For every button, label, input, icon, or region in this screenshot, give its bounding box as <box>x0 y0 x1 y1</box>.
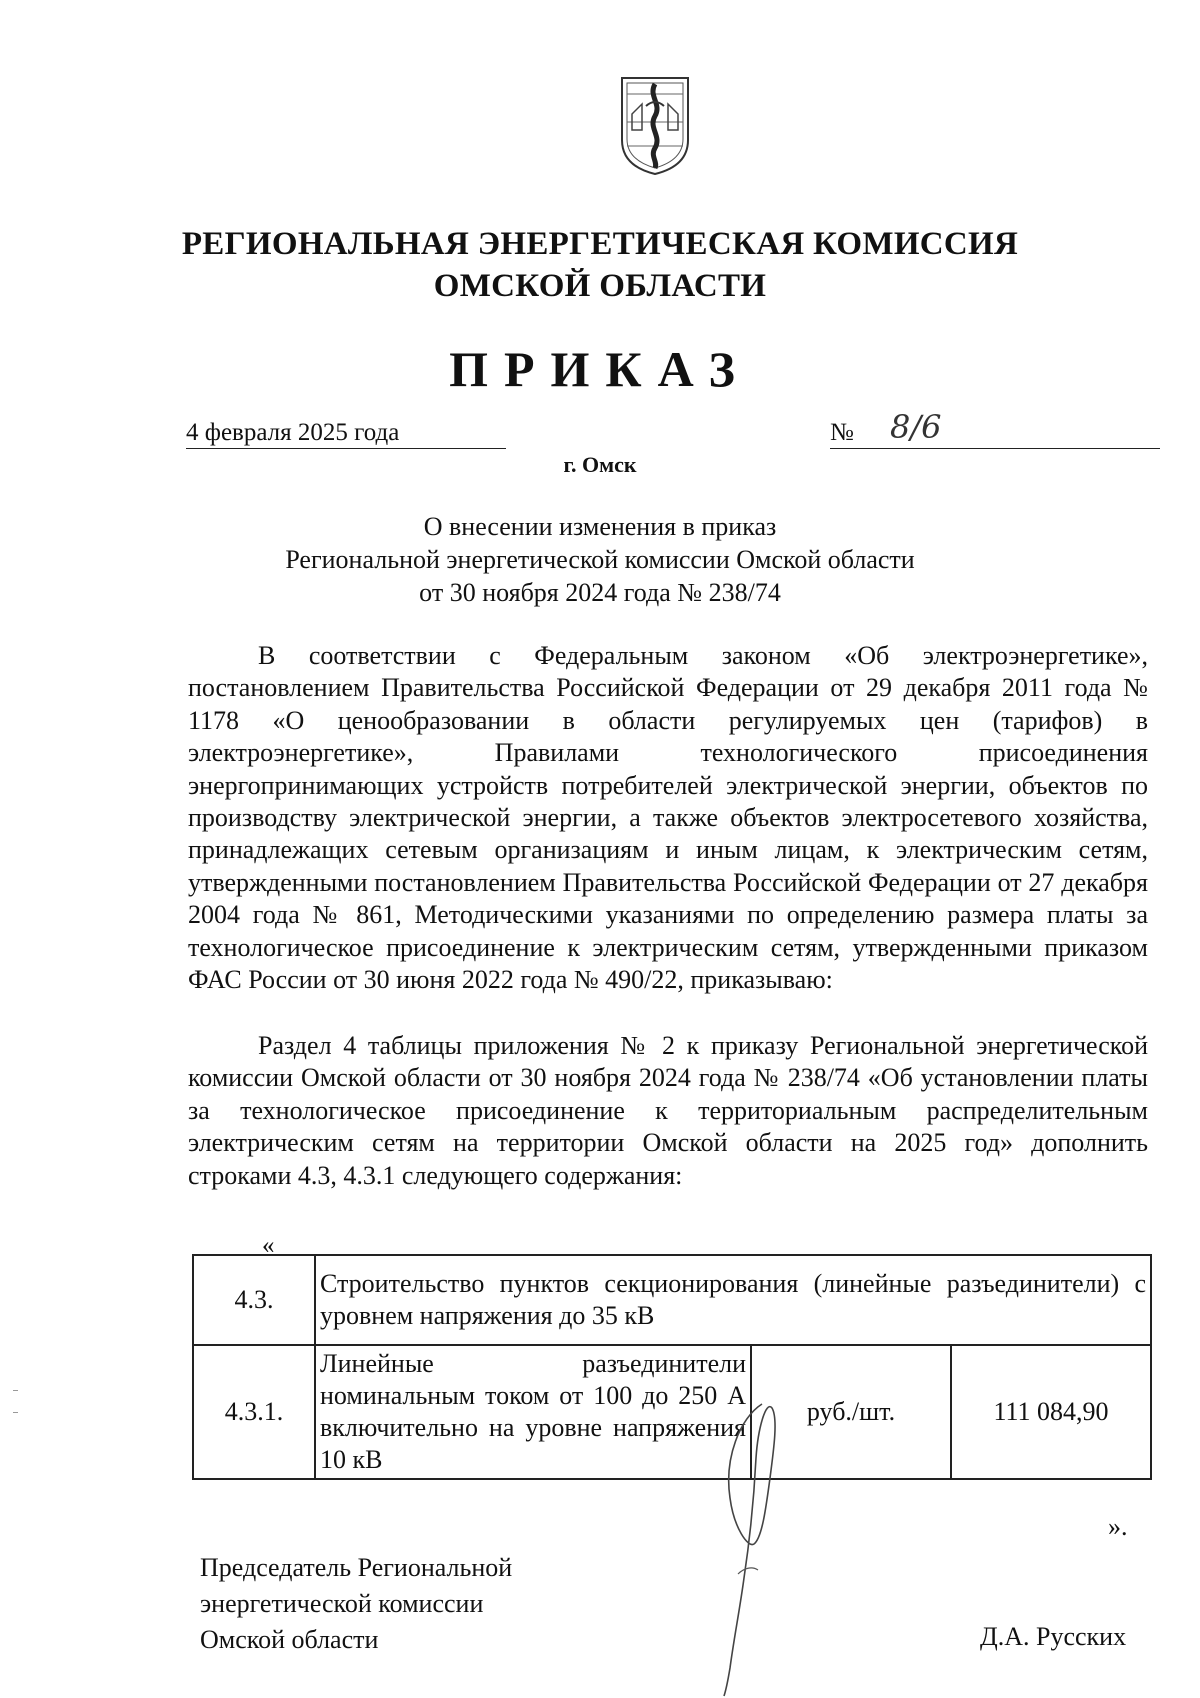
row-number-cell: 4.3.1. <box>193 1345 315 1479</box>
subject-line-3: от 30 ноября 2024 года № 238/74 <box>419 578 781 607</box>
signer-position <box>200 1550 620 1658</box>
signer-position-line-2: энергетической комиссии <box>200 1589 484 1618</box>
scan-margin-mark <box>13 1390 18 1391</box>
signer-position-line-3: Омской области <box>200 1625 379 1654</box>
document-date: 4 февраля 2025 года <box>186 418 506 449</box>
organization-title-line2: ОМСКОЙ ОБЛАСТИ <box>433 268 767 304</box>
table-row <box>193 1345 1151 1479</box>
signer-name: Д.А. Русских <box>980 1622 1127 1651</box>
order-paragraph: Раздел 4 таблицы приложения № 2 к приказу Региональной энергетической комиссии Омской области от 30 ноября 2024 года № 238/74 «Об установлении платы за технологическое присоединение к территориальным распределительным электрическим сетям на территории Омской области на 2025 год» дополнить строками 4.3, 4.3.1 следующего содержания: <box>188 1031 1148 1190</box>
document-subject <box>0 510 1200 609</box>
document-number-handwritten: 8/6 <box>890 408 942 446</box>
row-value-cell: 111 084,90 <box>951 1345 1151 1479</box>
number-label: № <box>830 419 854 446</box>
amendment-table <box>192 1254 1152 1480</box>
quote-open-mark: « <box>262 1232 275 1259</box>
organization-title-line1: РЕГИОНАЛЬНАЯ ЭНЕРГЕТИЧЕСКАЯ КОМИССИЯ <box>181 226 1019 262</box>
subject-line-2: Региональной энергетической комиссии Омской области <box>285 545 915 574</box>
table-row <box>193 1255 1151 1345</box>
preamble-paragraph: В соответствии с Федеральным законом «Об электроэнергетике», постановлением Правительства Российской Федерации от 29 декабря 2011 года № 1178 «О ценообразовании в области регулируемых цен (тарифов) в электроэнергетике», Правилами технологического присоединения энергопринимающих устройств потребителей электрической энергии, объектов по производству электрической энергии, а также объектов электросетевого хозяйства, принадлежащих сетевым организациям и иным лицам, к электрическим сетям, утвержденными постановлением Правительства Российской Федерации от 27 декабря 2004 года № 861, Методическими указаниями по определению размера платы за технологическое присоединение к электрическим сетям, утвержденными приказом ФАС России от 30 июня 2022 года № 490/22, приказываю: <box>188 641 1148 995</box>
subject-line-1: О внесении изменения в приказ <box>423 512 777 541</box>
row-unit-cell: руб./шт. <box>751 1345 951 1479</box>
handwritten-signature-icon <box>700 1398 820 1698</box>
quote-close-mark: ». <box>1108 1512 1128 1541</box>
document-city: г. Омск <box>563 452 637 477</box>
row-description-cell: Линейные разъединители номинальным током от 100 до 250 А включительно на уровне напряжения 10 кВ <box>315 1345 751 1479</box>
document-number-field <box>830 408 1160 449</box>
scan-margin-mark <box>13 1412 18 1413</box>
coat-of-arms-icon <box>618 74 692 176</box>
row-number-cell: 4.3. <box>193 1255 315 1345</box>
signer-position-line-1: Председатель Региональной <box>200 1553 513 1582</box>
document-type-title: ПРИКАЗ <box>449 341 751 397</box>
row-description-cell: Строительство пунктов секционирования (линейные разъединители) с уровнем напряжения до 35 кВ <box>315 1255 1151 1345</box>
